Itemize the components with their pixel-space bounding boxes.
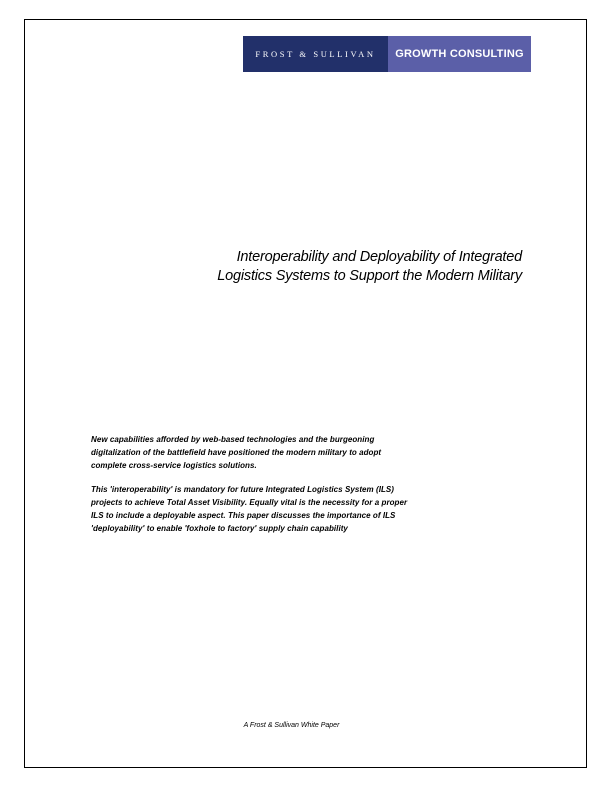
abstract-line: This 'interoperability' is mandatory for future Integrated Logistics System (ILS) xyxy=(91,485,395,494)
logo-division-name: GROWTH CONSULTING xyxy=(388,36,531,72)
abstract-paragraph-1 xyxy=(91,433,531,472)
footer-label: A Frost & Sullivan White Paper xyxy=(243,722,340,729)
title-line: Interoperability and Deployability of Integrated xyxy=(236,249,522,265)
frost-sullivan-logo xyxy=(243,36,531,72)
document-title xyxy=(100,248,522,286)
abstract-line: complete cross-service logistics solutions. xyxy=(91,461,257,470)
abstract-line: New capabilities afforded by web-based technologies and the burgeoning xyxy=(91,435,375,444)
title-line: Logistics Systems to Support the Modern Military xyxy=(217,268,522,284)
abstract-paragraph-2 xyxy=(91,483,531,535)
abstract-line: 'deployability' to enable 'foxhole to factory' supply chain capability xyxy=(91,524,348,533)
abstract-line: digitalization of the battlefield have positioned the modern military to adopt xyxy=(91,448,382,457)
logo-company-name: FROST & SULLIVAN xyxy=(243,36,388,72)
page-border xyxy=(24,19,587,768)
abstract-line: projects to achieve Total Asset Visibility. Equally vital is the necessity for a proper xyxy=(91,498,408,507)
abstract-line: ILS to include a deployable aspect. This paper discusses the importance of ILS xyxy=(91,511,396,520)
